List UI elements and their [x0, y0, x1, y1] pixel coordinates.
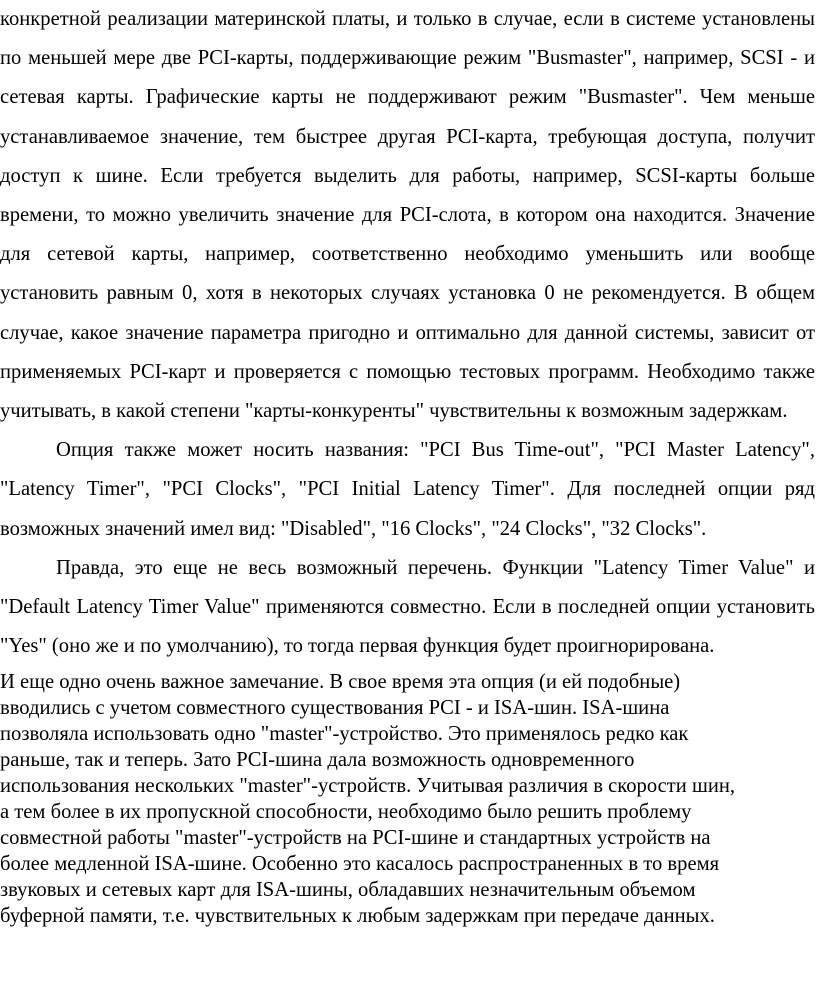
compact-line: раньше, так и теперь. Зато PCI-шина дала возможность одновременного: [0, 749, 635, 772]
compact-line: позволяла использовать одно "master"-устройство. Это применялось редко как: [0, 723, 689, 746]
paragraph-latency-timer-value: Правда, это еще не весь возможный перечень. Функции "Latency Timer Value" и "Default Latency Timer Value" применяются совместно. Если в последней опции установить "Yes" (оно же и по умолчанию), то тогда первая функция будет проигнорирована.: [0, 556, 815, 658]
compact-line: звуковых и сетевых карт для ISA-шины, обладавших незначительным объемом: [0, 878, 696, 901]
compact-line: а тем более в их пропускной способности, необходимо было решить проблему: [0, 800, 692, 823]
compact-line: совместной работы "master"-устройств на PCI-шине и стандартных устройств на: [0, 826, 711, 849]
compact-text-block: [0, 670, 815, 929]
compact-line: вводились с учетом совместного существования PCI - и ISA-шин. ISA-шина: [0, 697, 670, 720]
compact-line: использования нескольких "master"-устройств. Учитывая различия в скорости шин,: [0, 775, 736, 798]
paragraph-option-names: Опция также может носить названия: "PCI Bus Time-out", "PCI Master Latency", "Latency Timer", "PCI Clocks", "PCI Initial Latency Timer". Для последней опции ряд возможных значений имел вид: "Disabled", "16 Clocks", "24 Clocks", "32 Clocks".: [0, 439, 815, 540]
compact-line: более медленной ISA-шине. Особенно это касалось распространенных в то время: [0, 852, 720, 875]
compact-line: буферной памяти, т.е. чувствительных к любым задержкам при передаче данных.: [0, 904, 715, 927]
paragraph-continuation: конкретной реализации материнской платы, и только в случае, если в системе установлены по меньшей мере две PCI-карты, поддерживающие режим "Busmaster", например, SCSI - и сетевая карты. Графические карты не поддерживают режим "Busmaster". Чем меньше устанавливаемое значение, тем быстрее другая PCI-карта, требующая доступа, получит доступ к шине. Если требуется выделить для работы, например, SCSI-карты больше времени, то можно увеличить значение для PCI-слота, в котором она находится. Значение для сетевой карты, например, соответственно необходимо уменьшить или вообще установить равным 0, хотя в некоторых случаях установка 0 не рекомендуется. В общем случае, какое значение параметра пригодно и оптимально для данной системы, зависит от применяемых PCI-карт и проверяется с помощью тестовых программ. Необходимо также учитывать, в какой степени "карты-конкуренты" чувствительны к возможным задержкам.: [0, 8, 815, 423]
compact-line: И еще одно очень важное замечание. В свое время эта опция (и ей подобные): [0, 671, 681, 694]
